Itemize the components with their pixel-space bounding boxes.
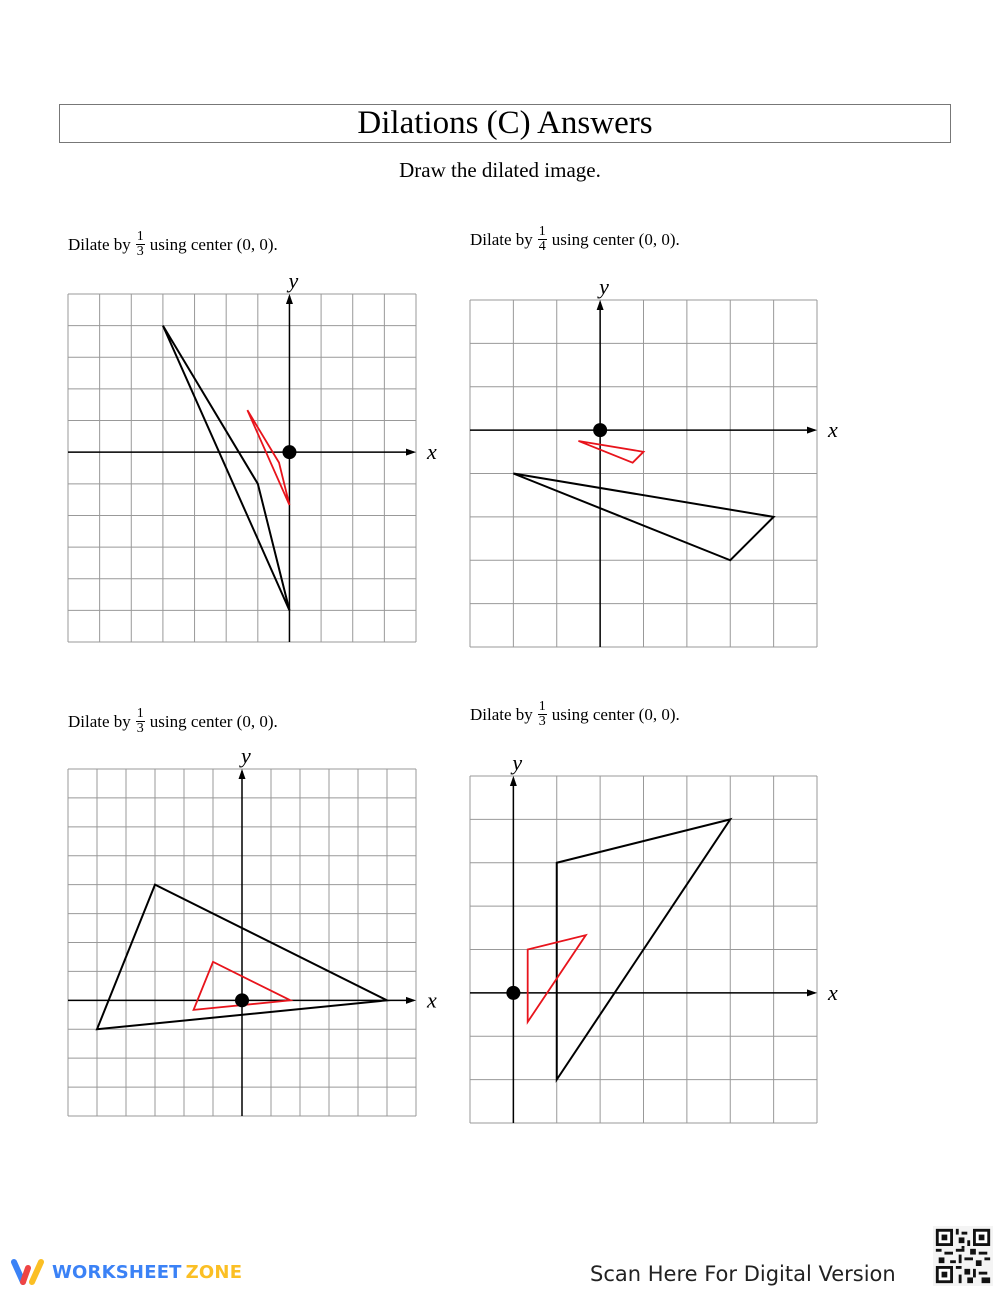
brand-worksheet: WORKSHEET	[52, 1261, 182, 1283]
x-axis-arrow-icon	[807, 427, 817, 434]
graph-1	[68, 268, 437, 642]
dilation-center-point	[235, 993, 249, 1007]
y-axis-label: y	[599, 274, 609, 299]
scale-fraction: $\frac{1}{4}$	[538, 224, 546, 254]
instruction-prefix: Dilate by	[68, 234, 131, 254]
dilation-center-point	[506, 986, 520, 1000]
x-axis-arrow-icon	[406, 997, 416, 1004]
page-title: Dilations (C) Answers	[357, 105, 653, 141]
title-box	[59, 104, 951, 143]
dilated-triangle	[578, 441, 643, 463]
y-axis-arrow-icon	[286, 294, 293, 304]
brand-zone: ZONE	[185, 1261, 243, 1283]
x-axis-label: x	[427, 439, 437, 465]
instruction-suffix: using center (0, 0).	[551, 704, 680, 724]
y-axis-arrow-icon	[510, 776, 517, 786]
scale-fraction: $\frac{1}{3}$	[538, 699, 546, 729]
logo-w-icon	[10, 1258, 46, 1286]
grid-lines	[68, 294, 416, 642]
graph-4	[470, 750, 838, 1123]
problem-3-instruction	[68, 707, 278, 736]
y-axis-arrow-icon	[597, 300, 604, 310]
dilated-triangle	[247, 410, 289, 505]
problem-4-instruction	[470, 700, 680, 729]
grid-lines	[470, 300, 817, 647]
y-axis-label: y	[288, 268, 299, 293]
instructions: Draw the dilated image.	[399, 158, 601, 182]
problem-1-instruction	[68, 230, 278, 259]
y-axis-label: y	[241, 743, 251, 768]
instruction-prefix: Dilate by	[68, 711, 131, 731]
x-axis-label: x	[828, 417, 838, 443]
dilation-center-point	[282, 445, 296, 459]
y-axis-arrow-icon	[239, 769, 246, 779]
scan-text: Scan Here For Digital Version	[590, 1262, 896, 1286]
instruction-prefix: Dilate by	[470, 704, 533, 724]
x-axis-label: x	[427, 987, 437, 1013]
instruction-prefix: Dilate by	[470, 229, 533, 249]
qr-code-icon[interactable]	[933, 1226, 993, 1286]
graph-2	[470, 274, 838, 647]
x-axis-label: x	[828, 979, 838, 1005]
instruction-suffix: using center (0, 0).	[149, 234, 278, 254]
y-axis-label: y	[512, 750, 523, 775]
graph-3	[68, 743, 437, 1116]
problem-2-instruction	[470, 225, 680, 254]
x-axis-arrow-icon	[406, 449, 416, 456]
x-axis-arrow-icon	[807, 989, 817, 996]
scale-fraction: $\frac{1}{3}$	[136, 706, 144, 736]
scale-fraction: $\frac{1}{3}$	[136, 229, 144, 259]
instruction-suffix: using center (0, 0).	[551, 229, 680, 249]
instruction-suffix: using center (0, 0).	[149, 711, 278, 731]
worksheet-zone-logo	[10, 1258, 242, 1286]
dilation-center-point	[593, 423, 607, 437]
